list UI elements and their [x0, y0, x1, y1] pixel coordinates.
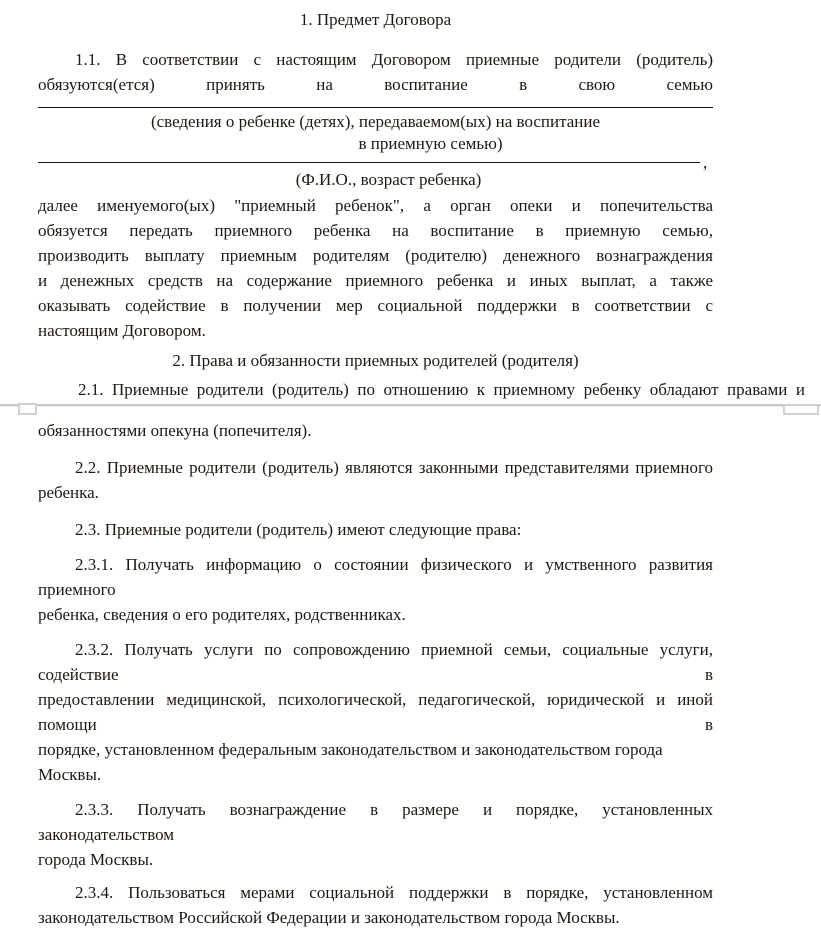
paragraph-line: обязуются(ется) принять на воспитание в свою семью: [38, 75, 713, 94]
paragraph-line: 2.3.3. Получать вознаграждение в размере и порядке, установленных законодательством: [38, 800, 713, 844]
paragraph-line: города Москвы.: [38, 850, 154, 869]
paragraph-line: 2.3.4. Пользоваться мерами социальной поддержки в порядке, установленном: [75, 883, 713, 902]
underline-caption: (сведения о ребенке (детях), передаваемом(ых) на воспитание: [150, 112, 601, 131]
paragraph-line: и денежных средств на содержание приемного ребенка и иных выплат, а также: [38, 271, 713, 290]
paragraph-line: ребенка.: [38, 483, 99, 502]
page-break-separator[interactable]: [0, 402, 821, 414]
clause-2-3: 2.3. Приемные родители (родитель) имеют следующие права:: [75, 520, 522, 539]
page-corner-right-icon: [783, 404, 819, 415]
clause-2-3-1: [38, 552, 821, 627]
paragraph-line: настоящим Договором.: [38, 321, 206, 340]
clause-2-2: [38, 455, 821, 505]
blank-fill-line-child-info[interactable]: [38, 97, 713, 108]
clause-1-1: [38, 47, 821, 97]
paragraph-line: 2.3.2. Получать услуги по сопровождению приемной семьи, социальные услуги, содействие в: [38, 640, 713, 684]
paragraph-line: 2.2. Приемные родители (родитель) являются законными представителями приемного: [75, 458, 713, 477]
clause-2-3-3: [38, 797, 821, 872]
clause-2-3-2: [38, 637, 821, 787]
blank1-caption: [38, 111, 821, 155]
clause-2-1-line-2: обязанностями опекуна (попечителя).: [38, 421, 312, 440]
paragraph-line: законодательством Российской Федерации и законодательством города Москвы.: [38, 908, 620, 927]
underline-caption: (Ф.И.О., возраст ребенка): [295, 170, 482, 189]
paragraph-line: 2.3.1. Получать информацию о состоянии физического и умственного развития приемного: [38, 555, 713, 599]
section-2-heading: 2. Права и обязанности приемных родителей (родителя): [172, 351, 579, 370]
page-break-line: [0, 404, 821, 407]
page-corner-left-icon: [18, 403, 37, 415]
paragraph-line: ребенка, сведения о его родителях, родственниках.: [38, 605, 406, 624]
paragraph-line: обязуется передать приемного ребенка на воспитание в приемную семью,: [38, 221, 713, 240]
paragraph-line: оказывать содействие в получении мер социальной поддержки в соответствии с: [38, 296, 713, 315]
blank-fill-line-fio[interactable]: [38, 153, 713, 172]
clause-1-1-continuation: [38, 193, 821, 343]
underline-caption: в приемную семью): [358, 134, 503, 153]
paragraph-line: порядке, установленном федеральным законодательством и законодательством города Москвы.: [38, 740, 663, 784]
section-1-heading: 1. Предмет Договора: [299, 10, 452, 29]
blank-underline: [38, 162, 700, 163]
trailing-comma: ,: [703, 153, 708, 172]
paragraph-line: производить выплату приемным родителям (родителю) денежного вознаграждения: [38, 246, 713, 265]
paragraph-line: 1.1. В соответствии с настоящим Договором приемные родители (родитель): [75, 50, 713, 69]
clause-2-3-4: [38, 880, 821, 930]
clause-2-1-line-1: 2.1. Приемные родители (родитель) по отношению к приемному ребенку обладают правами и: [78, 380, 805, 399]
paragraph-line: предоставлении медицинской, психологической, педагогической, юридической и иной помощи в: [38, 690, 713, 734]
paragraph-line: далее именуемого(ых) "приемный ребенок", а орган опеки и попечительства: [38, 196, 713, 215]
